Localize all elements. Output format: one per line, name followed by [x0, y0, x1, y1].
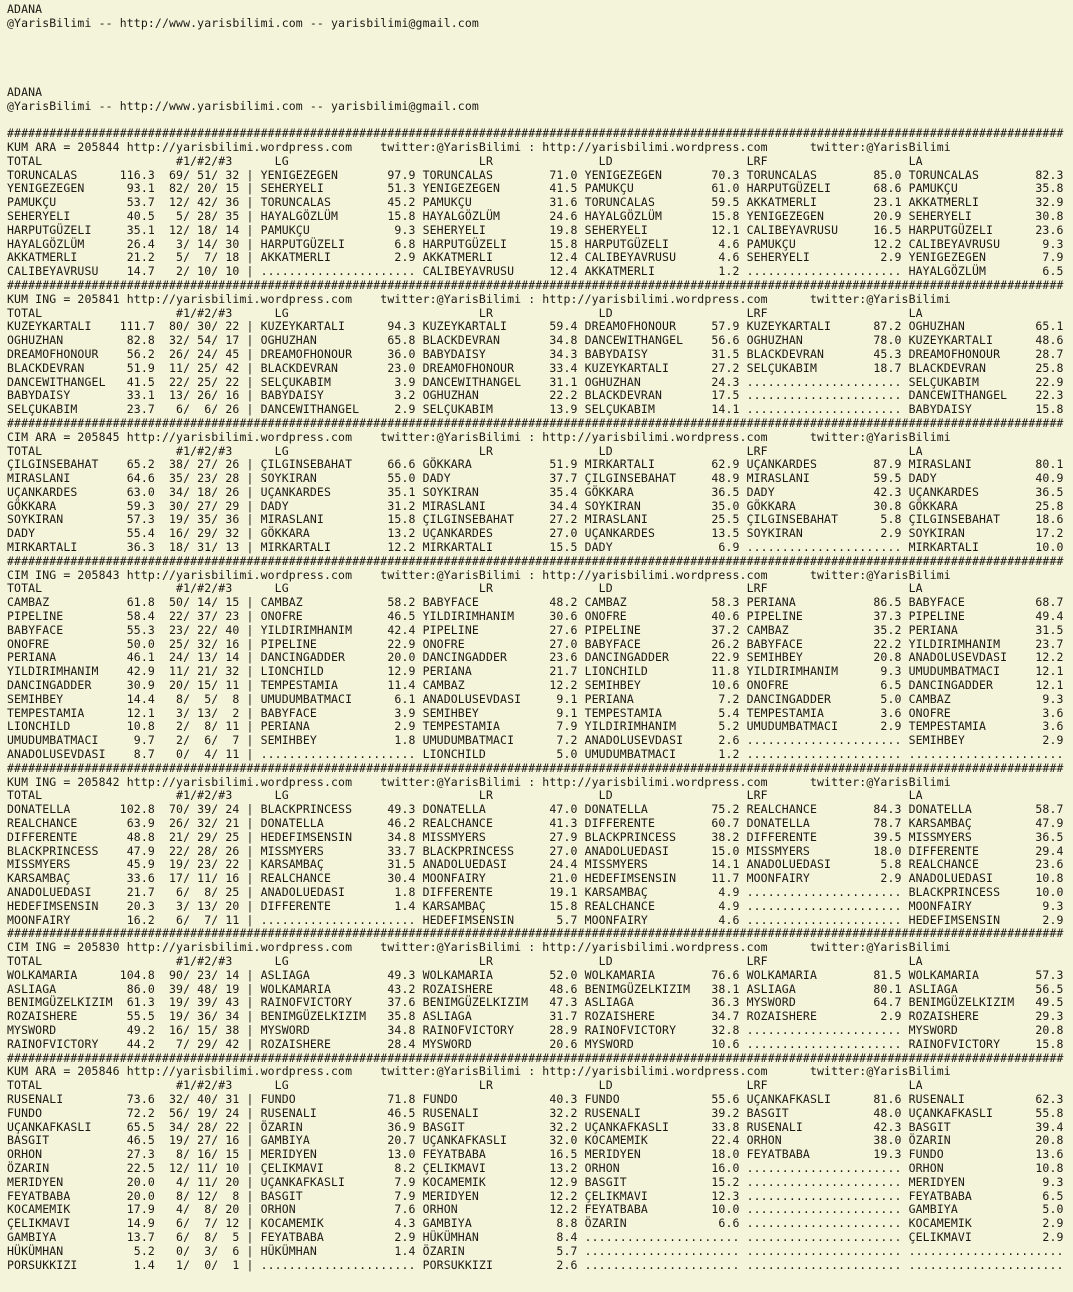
- section-separator: ######################################################################################################################################################: [7, 1050, 1064, 1065]
- table-row-line: LIONCHILD 10.8 2/ 8/ 11 | PERIANA 2.9 TEMPESTAMIA 7.9 YILDIRIMHANIM 5.2 UMUDUMBATMACI 2.9 TEMPESTAMIA 3.6: [7, 719, 1064, 734]
- table-row-line: PIPELINE 58.4 22/ 37/ 23 | ONOFRE 46.5 YILDIRIMHANIM 30.6 ONOFRE 40.6 PIPELINE 37.3 PIPELINE 49.4: [7, 609, 1064, 624]
- table-row-line: DONATELLA 102.8 70/ 39/ 24 | BLACKPRINCESS 49.3 DONATELLA 47.0 DONATELLA 75.2 REALCHANCE 84.3 DONATELLA 58.7: [7, 802, 1064, 817]
- section-title-line: CIM ING = 205843 http://yarisbilimi.wordpress.com twitter:@YarisBilimi : http://yarisbilimi.wordpress.com twitter:@YarisBilimi: [7, 567, 951, 582]
- table-row-line: BABYFACE 55.3 23/ 22/ 40 | YILDIRIMHANIM 42.4 PIPELINE 27.6 PIPELINE 37.2 CAMBAZ 35.2 PERIANA 31.5: [7, 622, 1064, 637]
- section-cim-ing-205830: [7, 927, 1073, 1051]
- table-row-line: YILDIRIMHANIM 42.9 11/ 21/ 32 | LIONCHILD 12.9 PERIANA 21.7 LIONCHILD 11.8 YILDIRIMHANIM 9.3 UMUDUMBATMACI 12.1: [7, 664, 1064, 679]
- table-row-line: ÖZARIN 22.5 12/ 11/ 10 | ÇELIKMAVI 8.2 ÇELIKMAVI 13.2 ORHON 16.0 ...................... ORHON 10.8: [7, 1160, 1064, 1175]
- contact-line-repeat: @YarisBilimi -- http://www.yarisbilimi.com -- yarisbilimi@gmail.com: [7, 98, 479, 113]
- table-row-line: BENIMGÜZELKIZIM 61.3 19/ 39/ 43 | RAINOFVICTORY 37.6 BENIMGÜZELKIZIM 47.3 ASLIAGA 36.3 MYSWORD 64.7 BENIMGÜZELKIZIM 49.5: [7, 995, 1064, 1010]
- table-row-line: KARSAMBAÇ 33.6 17/ 11/ 16 | REALCHANCE 30.4 MOONFAIRY 21.0 HEDEFIMSENSIN 11.7 MOONFAIRY 2.9 ANADOLUEDASI 10.8: [7, 871, 1064, 886]
- table-row-line: ÇILGINSEBAHAT 65.2 38/ 27/ 26 | ÇILGINSEBAHAT 66.6 GÖKKARA 51.9 MIRKARTALI 62.9 UÇANKARDES 87.9 MIRASLANI 80.1: [7, 457, 1064, 472]
- table-row-line: OGHUZHAN 82.8 32/ 54/ 17 | OGHUZHAN 65.8 BLACKDEVRAN 34.8 DANCEWITHANGEL 56.6 OGHUZHAN 78.0 KUZEYKARTALI 48.6: [7, 333, 1064, 348]
- section-cim-ing-205843: [7, 555, 1073, 762]
- table-row-line: DADY 55.4 16/ 29/ 32 | GÖKKARA 13.2 UÇANKARDES 27.0 UÇANKARDES 13.5 SOYKIRAN 2.9 SOYKIRAN 17.2: [7, 526, 1064, 541]
- table-row-line: UÇANKAFKASLI 65.5 34/ 28/ 22 | ÖZARIN 36.9 BASGIT 32.2 UÇANKAFKASLI 33.8 RUSENALI 42.3 BASGIT 39.4: [7, 1119, 1064, 1134]
- column-header-line: TOTAL #1/#2/#3 LG LR LD LRF LA: [7, 1078, 923, 1093]
- table-row-line: MIRASLANI 64.6 35/ 23/ 28 | SOYKIRAN 55.0 DADY 37.7 ÇILGINSEBAHAT 48.9 MIRASLANI 59.5 DADY 40.9: [7, 471, 1064, 486]
- table-row-line: HÜKÜMHAN 5.2 0/ 3/ 6 | HÜKÜMHAN 1.4 ÖZARIN 5.7 ...................... ...................... ......................: [7, 1243, 1064, 1258]
- spacer: [7, 31, 1073, 45]
- section-kum-ara-205844: [7, 127, 1073, 279]
- table-row-line: DANCINGADDER 30.9 20/ 15/ 11 | TEMPESTAMIA 11.4 CAMBAZ 12.2 SEMIHBEY 10.6 ONOFRE 6.5 DANCINGADDER 12.1: [7, 678, 1064, 693]
- table-row-line: PORSUKKIZI 1.4 1/ 0/ 1 | ...................... PORSUKKIZI 2.6 ...................... ...................... ......................: [7, 1257, 1064, 1272]
- table-row-line: DANCEWITHANGEL 41.5 22/ 25/ 22 | SELÇUKABIM 3.9 DANCEWITHANGEL 31.1 OGHUZHAN 24.3 ...................... SELÇUKABIM 22.9: [7, 374, 1064, 389]
- table-row-line: PAMUKÇU 53.7 12/ 42/ 36 | TORUNCALAS 45.2 PAMUKÇU 31.6 TORUNCALAS 59.5 AKKATMERLI 23.1 AKKATMERLI 32.9: [7, 195, 1064, 210]
- table-row-line: YENIGEZEGEN 93.1 82/ 20/ 15 | SEHERYELI 51.3 YENIGEZEGEN 41.5 PAMUKÇU 61.0 HARPUTGÜZELI 68.6 PAMUKÇU 35.8: [7, 181, 1064, 196]
- table-row-line: SOYKIRAN 57.3 19/ 35/ 36 | MIRASLANI 15.8 ÇILGINSEBAHAT 27.2 MIRASLANI 25.5 ÇILGINSEBAHAT 5.8 ÇILGINSEBAHAT 18.6: [7, 512, 1064, 527]
- table-row-line: ANADOLUSEVDASI 8.7 0/ 4/ 11 | ...................... LIONCHILD 5.0 UMUDUMBATMACI 1.2 ...................... ......................: [7, 747, 1064, 762]
- table-row-line: ROZAISHERE 55.5 19/ 36/ 34 | BENIMGÜZELKIZIM 35.8 ASLIAGA 31.7 ROZAISHERE 34.7 ROZAISHERE 2.9 ROZAISHERE 29.3: [7, 1009, 1064, 1024]
- track-name: ADANA: [7, 2, 43, 16]
- column-header-line: TOTAL #1/#2/#3 LG LR LD LRF LA: [7, 443, 923, 458]
- section-separator: ######################################################################################################################################################: [7, 553, 1064, 568]
- table-row-line: BABYDAISY 33.1 13/ 26/ 16 | BABYDAISY 3.2 OGHUZHAN 22.2 BLACKDEVRAN 17.5 ...................... DANCEWITHANGEL 22.3: [7, 388, 1064, 403]
- table-row-line: BASGIT 46.5 19/ 27/ 16 | GAMBIYA 20.7 UÇANKAFKASLI 32.0 KOCAMEMIK 22.4 ORHON 38.0 ÖZARIN 20.8: [7, 1133, 1064, 1148]
- column-header-line: TOTAL #1/#2/#3 LG LR LD LRF LA: [7, 153, 923, 168]
- section-separator: ######################################################################################################################################################: [7, 760, 1064, 775]
- contact-line: @YarisBilimi -- http://www.yarisbilimi.com -- yarisbilimi@gmail.com: [7, 15, 479, 30]
- table-row-line: BLACKPRINCESS 47.9 22/ 28/ 26 | MISSMYERS 33.7 BLACKPRINCESS 27.0 ANADOLUEDASI 15.0 MISSMYERS 18.0 DIFFERENTE 29.4: [7, 843, 1064, 858]
- section-separator: ######################################################################################################################################################: [7, 126, 1064, 141]
- table-row-line: UÇANKARDES 63.0 34/ 18/ 26 | UÇANKARDES 35.1 SOYKIRAN 35.4 GÖKKARA 36.5 DADY 42.3 UÇANKARDES 36.5: [7, 484, 1064, 499]
- track-name-repeat: ADANA: [7, 84, 43, 99]
- section-separator: ######################################################################################################################################################: [7, 415, 1064, 430]
- table-row-line: ANADOLUEDASI 21.7 6/ 8/ 25 | ANADOLUEDASI 1.8 DIFFERENTE 19.1 KARSAMBAÇ 4.9 ...................... BLACKPRINCESS 10.0: [7, 885, 1064, 899]
- table-row-line: DIFFERENTE 48.8 21/ 29/ 25 | HEDEFIMSENSIN 34.8 MISSMYERS 27.9 BLACKPRINCESS 38.2 DIFFERENTE 39.5 MISSMYERS 36.5: [7, 829, 1064, 844]
- section-separator: ######################################################################################################################################################: [7, 926, 1064, 941]
- table-row-line: TEMPESTAMIA 12.1 3/ 13/ 2 | BABYFACE 3.9 SEMIHBEY 9.1 TEMPESTAMIA 5.4 TEMPESTAMIA 3.6 ONOFRE 3.6: [7, 705, 1064, 720]
- table-row-line: BLACKDEVRAN 51.9 11/ 25/ 42 | BLACKDEVRAN 23.0 DREAMOFHONOUR 33.4 KUZEYKARTALI 27.2 SELÇUKABIM 18.7 BLACKDEVRAN 25.8: [7, 360, 1064, 375]
- table-row-line: DREAMOFHONOUR 56.2 26/ 24/ 45 | DREAMOFHONOUR 36.0 BABYDAISY 34.3 BABYDAISY 31.5 BLACKDEVRAN 45.3 DREAMOFHONOUR 28.7: [7, 346, 1064, 361]
- section-cim-ara-205845: [7, 417, 1073, 555]
- table-row-line: GAMBIYA 13.7 6/ 8/ 5 | FEYATBABA 2.9 HÜKÜMHAN 8.4 ...................... ...................... ÇELIKMAVI 2.9: [7, 1229, 1064, 1244]
- table-row-line: HEDEFIMSENSIN 20.3 3/ 13/ 20 | DIFFERENTE 1.4 KARSAMBAÇ 15.8 REALCHANCE 4.9 ...................... MOONFAIRY 9.3: [7, 898, 1064, 913]
- table-row-line: REALCHANCE 63.9 26/ 32/ 21 | DONATELLA 46.2 REALCHANCE 41.3 DIFFERENTE 60.7 DONATELLA 78.7 KARSAMBAÇ 47.9: [7, 816, 1064, 831]
- table-row-line: SELÇUKABIM 23.7 6/ 6/ 26 | DANCEWITHANGEL 2.9 SELÇUKABIM 13.9 SELÇUKABIM 14.1 ...................... BABYDAISY 15.8: [7, 402, 1064, 417]
- page-header: [7, 3, 1073, 127]
- table-row-line: ONOFRE 50.0 25/ 32/ 16 | PIPELINE 22.9 ONOFRE 27.0 BABYFACE 26.2 BABYFACE 22.2 YILDIRIMHANIM 23.7: [7, 636, 1064, 651]
- section-separator: ######################################################################################################################################################: [7, 277, 1064, 292]
- table-row-line: RUSENALI 73.6 32/ 40/ 31 | FUNDO 71.8 FUNDO 40.3 FUNDO 55.6 UÇANKAFKASLI 81.6 RUSENALI 62.3: [7, 1091, 1064, 1106]
- table-row-line: MERIDYEN 20.0 4/ 11/ 20 | UÇANKAFKASLI 7.9 KOCAMEMIK 12.9 BASGIT 15.2 ...................... MERIDYEN 9.3: [7, 1174, 1064, 1189]
- table-row-line: WOLKAMARIA 104.8 90/ 23/ 14 | ASLIAGA 49.3 WOLKAMARIA 52.0 WOLKAMARIA 76.6 WOLKAMARIA 81.5 WOLKAMARIA 57.3: [7, 967, 1064, 982]
- column-header-line: TOTAL #1/#2/#3 LG LR LD LRF LA: [7, 953, 923, 968]
- section-title-line: KUM ING = 205842 http://yarisbilimi.wordpress.com twitter:@YarisBilimi : http://yarisbilimi.wordpress.com twitter:@YarisBilimi: [7, 774, 951, 789]
- table-row-line: RAINOFVICTORY 44.2 7/ 29/ 42 | ROZAISHERE 28.4 MYSWORD 20.6 MYSWORD 10.6 ...................... RAINOFVICTORY 15.8: [7, 1036, 1064, 1051]
- table-row-line: ÇELIKMAVI 14.9 6/ 7/ 12 | KOCAMEMIK 4.3 GAMBIYA 8.8 ÖZARIN 6.6 ...................... KOCAMEMIK 2.9: [7, 1216, 1064, 1231]
- section-kum-ing-205842: [7, 762, 1073, 928]
- table-row-line: MYSWORD 49.2 16/ 15/ 38 | MYSWORD 34.8 RAINOFVICTORY 28.9 RAINOFVICTORY 32.8 ...................... MYSWORD 20.8: [7, 1022, 1064, 1037]
- table-row-line: FEYATBABA 20.0 8/ 12/ 8 | BASGIT 7.9 MERIDYEN 12.2 ÇELIKMAVI 12.3 ...................... FEYATBABA 6.5: [7, 1188, 1064, 1203]
- column-header-line: TOTAL #1/#2/#3 LG LR LD LRF LA: [7, 788, 923, 803]
- column-header-line: TOTAL #1/#2/#3 LG LR LD LRF LA: [7, 581, 923, 596]
- table-row-line: KUZEYKARTALI 111.7 80/ 30/ 22 | KUZEYKARTALI 94.3 KUZEYKARTALI 59.4 DREAMOFHONOUR 57.9 KUZEYKARTALI 87.2 OGHUZHAN 65.1: [7, 319, 1064, 334]
- table-row-line: AKKATMERLI 21.2 5/ 7/ 18 | AKKATMERLI 2.9 AKKATMERLI 12.4 CALIBEYAVRUSU 4.6 SEHERYELI 2.9 YENIGEZEGEN 7.9: [7, 250, 1064, 265]
- column-header-line: TOTAL #1/#2/#3 LG LR LD LRF LA: [7, 305, 923, 320]
- section-title-line: KUM ARA = 205844 http://yarisbilimi.wordpress.com twitter:@YarisBilimi : http://yarisbilimi.wordpress.com twitter:@YarisBilimi: [7, 139, 951, 154]
- section-title-line: CIM ARA = 205845 http://yarisbilimi.wordpress.com twitter:@YarisBilimi : http://yarisbilimi.wordpress.com twitter:@YarisBilimi: [7, 429, 951, 444]
- spacer: [7, 72, 1073, 86]
- table-row-line: FUNDO 72.2 56/ 19/ 24 | RUSENALI 46.5 RUSENALI 32.2 RUSENALI 39.2 BASGIT 48.0 UÇANKAFKASLI 55.8: [7, 1105, 1064, 1120]
- table-row-line: MOONFAIRY 16.2 6/ 7/ 11 | ...................... HEDEFIMSENSIN 5.7 MOONFAIRY 4.6 ...................... HEDEFIMSENSIN 2.9: [7, 912, 1064, 927]
- race-report: [7, 127, 1073, 1272]
- table-row-line: SEMIHBEY 14.4 8/ 5/ 8 | UMUDUMBATMACI 6.1 ANADOLUSEVDASI 9.1 PERIANA 7.2 DANCINGADDER 5.0 CAMBAZ 9.3: [7, 691, 1064, 706]
- section-kum-ing-205841: [7, 279, 1073, 417]
- table-row-line: UMUDUMBATMACI 9.7 2/ 6/ 7 | SEMIHBEY 1.8 UMUDUMBATMACI 7.2 ANADOLUSEVDASI 2.6 ...................... SEMIHBEY 2.9: [7, 733, 1064, 748]
- table-row-line: CAMBAZ 61.8 50/ 14/ 15 | CAMBAZ 58.2 BABYFACE 48.2 CAMBAZ 58.3 PERIANA 86.5 BABYFACE 68.7: [7, 595, 1064, 610]
- table-row-line: GÖKKARA 59.3 30/ 27/ 29 | DADY 31.2 MIRASLANI 34.4 SOYKIRAN 35.0 GÖKKARA 30.8 GÖKKARA 25.8: [7, 498, 1064, 513]
- table-row-line: MISSMYERS 45.9 19/ 23/ 22 | KARSAMBAÇ 31.5 ANADOLUEDASI 24.4 MISSMYERS 14.1 ANADOLUEDASI 5.8 REALCHANCE 23.6: [7, 857, 1064, 872]
- table-row-line: ORHON 27.3 8/ 16/ 15 | MERIDYEN 13.0 FEYATBABA 16.5 MERIDYEN 18.0 FEYATBABA 19.3 FUNDO 13.6: [7, 1147, 1064, 1162]
- spacer: [7, 44, 1073, 58]
- table-row-line: MIRKARTALI 36.3 18/ 31/ 13 | MIRKARTALI 12.2 MIRKARTALI 15.5 DADY 6.9 ...................... MIRKARTALI 10.0: [7, 540, 1064, 555]
- table-row-line: SEHERYELI 40.5 5/ 28/ 35 | HAYALGÖZLÜM 15.8 HAYALGÖZLÜM 24.6 HAYALGÖZLÜM 15.8 YENIGEZEGEN 20.9 SEHERYELI 30.8: [7, 208, 1064, 223]
- table-row-line: CALIBEYAVRUSU 14.7 2/ 10/ 10 | ...................... CALIBEYAVRUSU 12.4 AKKATMERLI 1.2 ...................... HAYALGÖZLÜM 6.5: [7, 264, 1064, 279]
- section-title-line: CIM ING = 205830 http://yarisbilimi.wordpress.com twitter:@YarisBilimi : http://yarisbilimi.wordpress.com twitter:@YarisBilimi: [7, 940, 951, 955]
- table-row-line: ASLIAGA 86.0 39/ 48/ 19 | WOLKAMARIA 43.2 ROZAISHERE 48.6 BENIMGÜZELKIZIM 38.1 ASLIAGA 80.1 ASLIAGA 56.5: [7, 981, 1064, 996]
- spacer: [7, 58, 1073, 72]
- section-kum-ara-205846: [7, 1052, 1073, 1273]
- spacer: [7, 113, 1073, 127]
- table-row-line: PERIANA 46.1 24/ 13/ 14 | DANCINGADDER 20.0 DANCINGADDER 23.6 DANCINGADDER 22.9 SEMIHBEY 20.8 ANADOLUSEVDASI 12.2: [7, 650, 1064, 665]
- table-row-line: KOCAMEMIK 17.9 4/ 8/ 20 | ORHON 7.6 ORHON 12.2 FEYATBABA 10.0 ...................... GAMBIYA 5.0: [7, 1202, 1064, 1217]
- table-row-line: HARPUTGÜZELI 35.1 12/ 18/ 14 | PAMUKÇU 9.3 SEHERYELI 19.8 SEHERYELI 12.1 CALIBEYAVRUSU 16.5 HARPUTGÜZELI 23.6: [7, 222, 1064, 237]
- section-title-line: KUM ARA = 205846 http://yarisbilimi.wordpress.com twitter:@YarisBilimi : http://yarisbilimi.wordpress.com twitter:@YarisBilimi: [7, 1064, 951, 1079]
- table-row-line: HAYALGÖZLÜM 26.4 3/ 14/ 30 | HARPUTGÜZELI 6.8 HARPUTGÜZELI 15.8 HARPUTGÜZELI 4.6 PAMUKÇU 12.2 CALIBEYAVRUSU 9.3: [7, 236, 1064, 251]
- section-title-line: KUM ING = 205841 http://yarisbilimi.wordpress.com twitter:@YarisBilimi : http://yarisbilimi.wordpress.com twitter:@YarisBilimi: [7, 291, 951, 306]
- table-row-line: TORUNCALAS 116.3 69/ 51/ 32 | YENIGEZEGEN 97.9 TORUNCALAS 71.0 YENIGEZEGEN 70.3 TORUNCALAS 85.0 TORUNCALAS 82.3: [7, 167, 1064, 182]
